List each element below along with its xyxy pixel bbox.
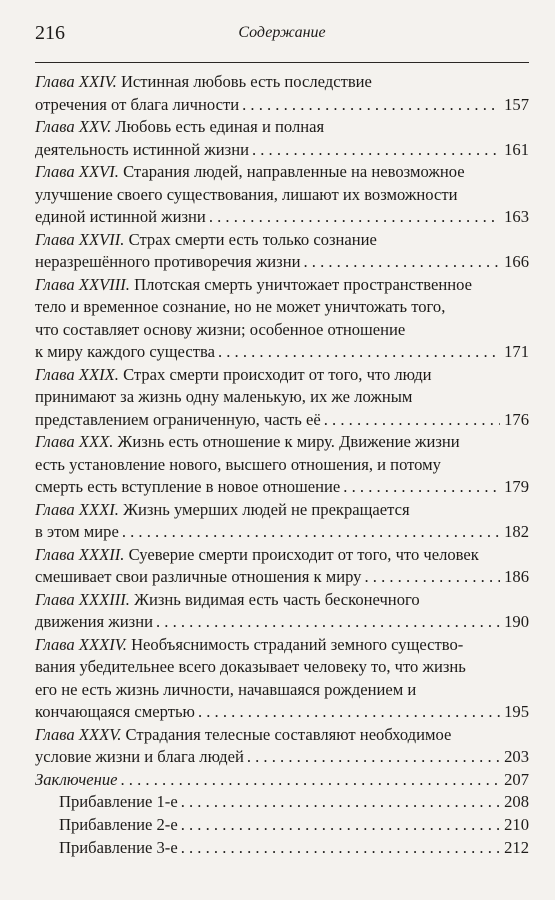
header-rule [35, 62, 529, 63]
page-ref: 208 [504, 792, 529, 811]
page-ref: 166 [504, 252, 529, 271]
toc-entry-last-line [35, 611, 529, 634]
toc-entry-text: Страх смерти есть только сознание [128, 229, 377, 249]
toc-entry-text: Жизнь есть отношение к миру. Движение жизни [117, 432, 460, 451]
toc-entry-text: деятельность истинной жизни [35, 139, 249, 159]
chapter-label: Глава XXVIII. [35, 274, 130, 294]
toc-entry-line [35, 544, 529, 567]
page-ref: 190 [504, 612, 529, 631]
page-ref: 161 [504, 139, 529, 159]
toc-entry-last-line [59, 791, 529, 814]
toc-entry[interactable] [35, 499, 529, 544]
toc-entry-last-line [35, 521, 529, 544]
toc-entry-text: Истинная любовь есть последствие [120, 72, 372, 91]
toc-entry-text: принимают за жизнь одну маленькую, их же ложным [35, 387, 413, 406]
toc-entry-text: неразрешённого противоречия жизни [35, 252, 301, 271]
toc-entry-text: вания убедительнее всего доказывает человеку то, что жизнь [35, 657, 466, 676]
toc-entry-last-line [35, 746, 529, 769]
toc-entry-text: Жизнь видимая есть часть бесконечного [134, 589, 420, 609]
toc-entry-last-line [35, 139, 529, 162]
toc-entry-text: Страх смерти происходит от того, что люди [123, 364, 432, 384]
chapter-label: Глава XXVI. [35, 162, 119, 181]
dot-leader [181, 791, 500, 814]
page-ref: 176 [504, 409, 529, 429]
toc-entry-text: представлением ограниченную, часть её [35, 409, 321, 429]
running-title: Содержание [238, 24, 326, 41]
chapter-label: Глава XXXIV. [35, 634, 127, 654]
toc-entry-text: его не есть жизнь личности, начавшаяся рождением и [35, 679, 417, 699]
toc-entry[interactable] [35, 769, 529, 792]
dot-leader [364, 566, 500, 589]
toc-entry-last-line [59, 814, 529, 837]
toc-entry-last-line [35, 341, 529, 364]
toc-entry[interactable] [35, 589, 529, 634]
toc-entry-line [35, 229, 529, 252]
toc-entry-last-line [35, 566, 529, 589]
toc-entry[interactable] [35, 274, 529, 364]
toc-entry-line [35, 454, 529, 477]
toc-entry-line [35, 116, 529, 139]
dot-leader [122, 521, 500, 544]
dot-leader [303, 251, 500, 274]
chapter-label: Глава XXV. [35, 117, 112, 136]
toc-entry[interactable] [35, 724, 529, 769]
page-ref: 163 [504, 207, 529, 226]
toc-appendix-entry[interactable] [35, 791, 529, 814]
dot-leader [181, 814, 500, 837]
toc-entry-text: смерть есть вступление в новое отношение [35, 477, 341, 496]
toc-entry-text: кончающаяся смертью [35, 702, 195, 721]
toc-appendix-entry[interactable] [35, 814, 529, 837]
toc-entry-line [35, 319, 529, 342]
toc-entry-text: смешивает свои различные отношения к миру [35, 567, 362, 586]
toc-entry-text: Старания людей, направленные на невозможное [123, 162, 465, 181]
dot-leader [209, 206, 500, 229]
toc-entry-last-line [35, 476, 529, 499]
toc-entry-line [35, 656, 529, 679]
page-ref: 203 [504, 747, 529, 766]
page-ref: 195 [504, 702, 529, 721]
dot-leader [247, 746, 500, 769]
toc-entry-text: есть установление нового, высшего отношения, и потому [35, 454, 441, 474]
toc-appendix-entry[interactable] [35, 837, 529, 860]
page-ref: 182 [504, 522, 529, 541]
page-ref: 212 [504, 837, 529, 857]
dot-leader [324, 409, 500, 432]
page-number: 216 [35, 22, 65, 44]
toc-entry-text: Жизнь умерших людей не прекращается [123, 499, 410, 519]
toc-entry-line [35, 71, 529, 94]
toc-entry-last-line [35, 409, 529, 432]
toc-entry-text: улучшение своего существования, лишают их возможности [35, 184, 458, 204]
toc-entry-text: что составляет основу жизни; особенное отношение [35, 319, 406, 339]
toc-entry-line [35, 364, 529, 387]
toc-entry-line [35, 161, 529, 184]
toc-entry-line [35, 431, 529, 454]
toc-entry-line [35, 679, 529, 702]
toc-entry-text: отречения от блага личности [35, 94, 240, 114]
toc-entry[interactable] [35, 364, 529, 432]
toc-entry-text: Необъяснимость страданий земного существо- [131, 634, 464, 654]
chapter-label: Глава XXX. [35, 432, 114, 451]
toc-entry-text: движения жизни [35, 612, 153, 631]
dot-leader [242, 94, 500, 117]
toc-entry-last-line [35, 251, 529, 274]
toc-entry-line [35, 634, 529, 657]
toc-entry-line [35, 274, 529, 297]
chapter-label: Глава XXXV. [35, 724, 122, 744]
dot-leader [218, 341, 500, 364]
toc-entry[interactable] [35, 544, 529, 589]
toc-entry-last-line [35, 769, 529, 792]
toc-entry-line [35, 296, 529, 319]
toc-entry[interactable] [35, 431, 529, 499]
dot-leader [252, 139, 500, 162]
chapter-label: Глава XXXIII. [35, 589, 130, 609]
toc-entry-text: Страдания телесные составляют необходимое [125, 724, 452, 744]
chapter-label: Глава XXIV. [35, 72, 117, 91]
page-ref: 210 [504, 814, 529, 834]
conclusion-label: Заключение [35, 769, 118, 789]
toc-entry[interactable] [35, 116, 529, 161]
dot-leader [343, 476, 500, 499]
chapter-label: Глава XXXI. [35, 499, 119, 519]
toc-entry[interactable] [35, 71, 529, 116]
toc-entry-last-line [35, 94, 529, 117]
appendix-label: Прибавление 3-е [59, 837, 178, 857]
toc-entry-text: единой истинной жизни [35, 207, 206, 226]
toc-entry[interactable] [35, 229, 529, 274]
toc-entry-text: условие жизни и блага людей [35, 747, 244, 766]
toc-entry-text: Суеверие смерти происходит от того, что человек [128, 544, 479, 564]
page-ref: 207 [504, 769, 529, 789]
dot-leader [156, 611, 500, 634]
chapter-label: Глава XXVII. [35, 229, 125, 249]
toc-entry[interactable] [35, 634, 529, 724]
toc-entry-line [35, 499, 529, 522]
toc-entry-text: в этом мире [35, 522, 119, 541]
toc-entry-line [35, 386, 529, 409]
toc-entry[interactable] [35, 161, 529, 229]
toc-entry-text: Любовь есть единая и полная [115, 117, 325, 136]
appendix-label: Прибавление 1-е [59, 792, 178, 811]
page-header [35, 20, 529, 48]
page-ref: 186 [504, 567, 529, 586]
toc-entry-last-line [35, 701, 529, 724]
dot-leader [121, 769, 501, 792]
toc-entry-line [35, 589, 529, 612]
toc-entry-text: к миру каждого существа [35, 342, 215, 361]
dot-leader [198, 701, 500, 724]
toc-entry-text: тело и временное сознание, но не может уничтожать того, [35, 297, 446, 316]
toc-entry-line [35, 184, 529, 207]
dot-leader [181, 837, 500, 860]
page-ref: 171 [504, 342, 529, 361]
toc-entry-line [35, 724, 529, 747]
chapter-label: Глава XXIX. [35, 364, 119, 384]
toc-entry-last-line [59, 837, 529, 860]
chapter-label: Глава XXXII. [35, 544, 125, 564]
page-ref: 157 [504, 94, 529, 114]
toc-entry-text: Плотская смерть уничтожает пространственное [134, 274, 473, 294]
table-of-contents [35, 71, 529, 859]
toc-entry-last-line [35, 206, 529, 229]
appendix-label: Прибавление 2-е [59, 814, 178, 834]
page-ref: 179 [504, 477, 529, 496]
